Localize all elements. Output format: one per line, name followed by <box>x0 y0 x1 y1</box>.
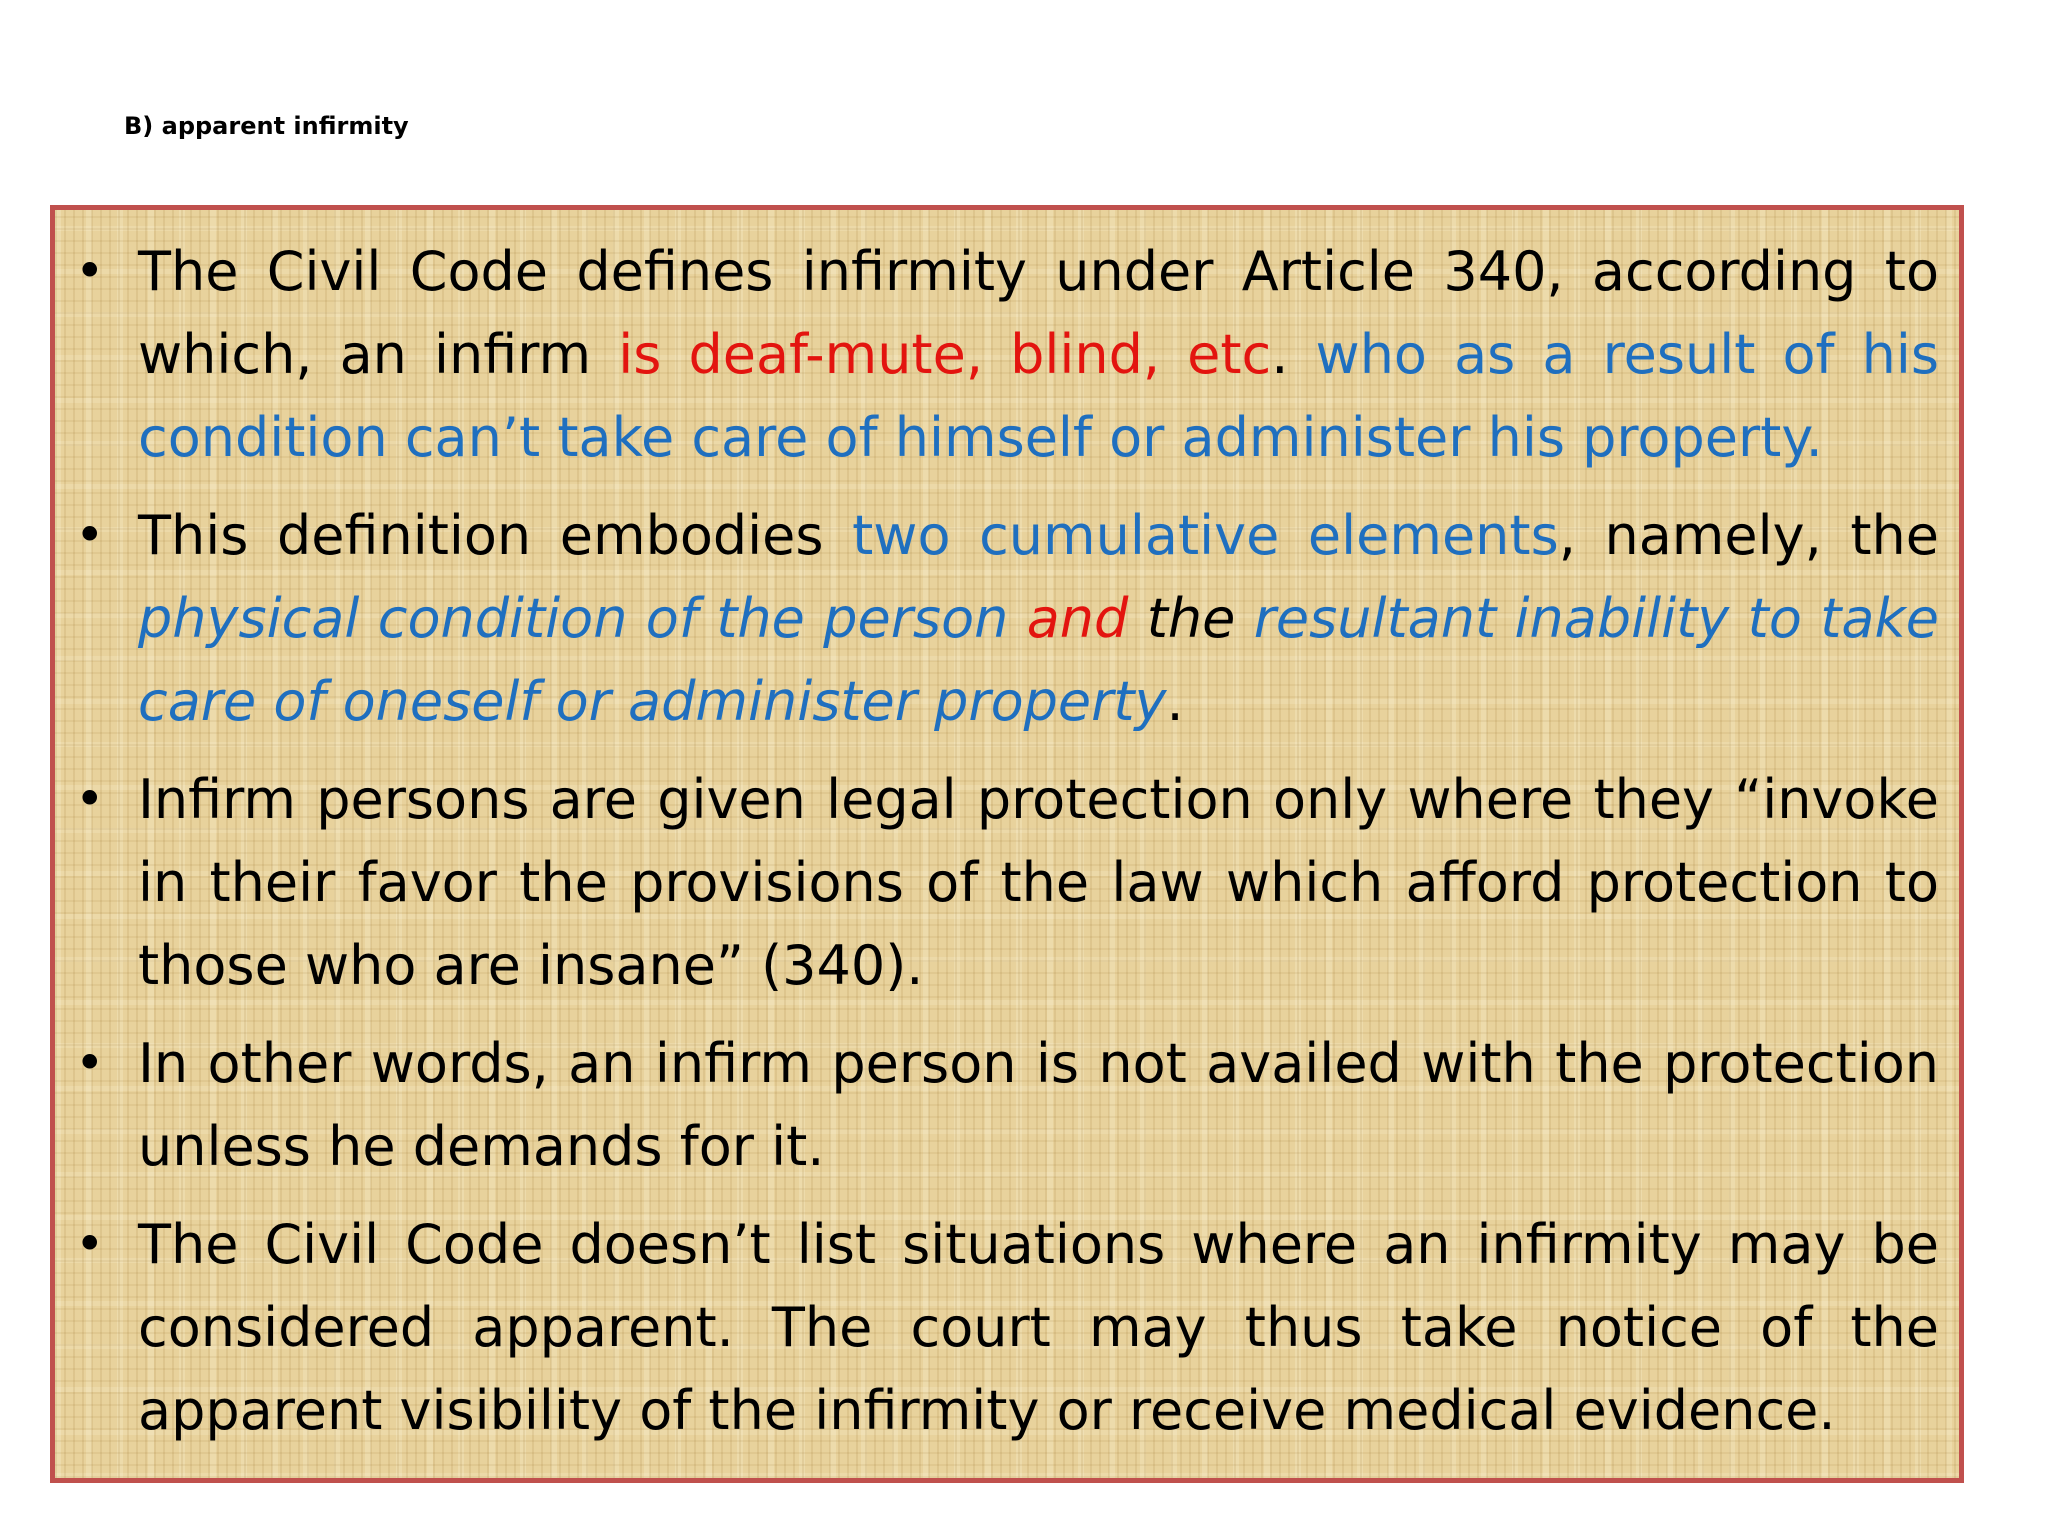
text-segment: . <box>1271 323 1316 386</box>
text-segment: the <box>1128 587 1254 650</box>
bullet-item <box>55 1022 1959 1188</box>
bullet-item <box>55 494 1959 743</box>
text-segment: , namely, the <box>1558 504 1939 567</box>
bullet-dot-icon: • <box>75 1215 105 1273</box>
bullet-dot-icon: • <box>75 242 105 300</box>
bullet-list <box>55 210 1959 1467</box>
bullet-text <box>138 1032 1939 1178</box>
bullet-text <box>138 504 1939 733</box>
bullet-dot-icon: • <box>75 1034 105 1092</box>
text-segment: In other words, an infirm person is not availed with the protection unless he demands for it. <box>138 1032 1939 1178</box>
bullet-item <box>55 1203 1959 1452</box>
bullet-dot-icon: • <box>75 506 105 564</box>
bullet-dot-icon: • <box>75 770 105 828</box>
text-segment: . <box>1166 670 1184 733</box>
highlight-segment: resultant inability to take care of oneself or administer property <box>138 587 1939 733</box>
bullet-item <box>55 230 1959 479</box>
highlight-segment: and <box>1026 587 1129 650</box>
content-box <box>50 205 1964 1483</box>
text-segment: The Civil Code doesn’t list situations where an infirmity may be considered apparent. The court may thus take notice of the apparent visibility of the infirmity or receive medical evidence. <box>138 1213 1939 1442</box>
bullet-text <box>138 768 1939 997</box>
bullet-text <box>138 240 1939 469</box>
text-segment: The Civil Code defines infirmity under Article 340, according to which, an infirm <box>138 240 1939 386</box>
bullet-item <box>55 758 1959 1007</box>
bullet-text <box>138 1213 1939 1442</box>
highlight-segment: is deaf-mute, blind, etc <box>618 323 1272 386</box>
slide-title: B) apparent infirmity <box>124 112 409 140</box>
text-segment: Infirm persons are given legal protection only where they “invoke in their favor the provisions of the law which afford protection to those who are insane” (340). <box>138 768 1939 997</box>
text-segment: This definition embodies <box>138 504 853 567</box>
highlight-segment: physical condition of the person <box>138 587 1027 650</box>
highlight-segment: who as a result of his condition can’t take care of himself or administer his property. <box>138 323 1939 469</box>
highlight-segment: two cumulative elements <box>852 504 1559 567</box>
